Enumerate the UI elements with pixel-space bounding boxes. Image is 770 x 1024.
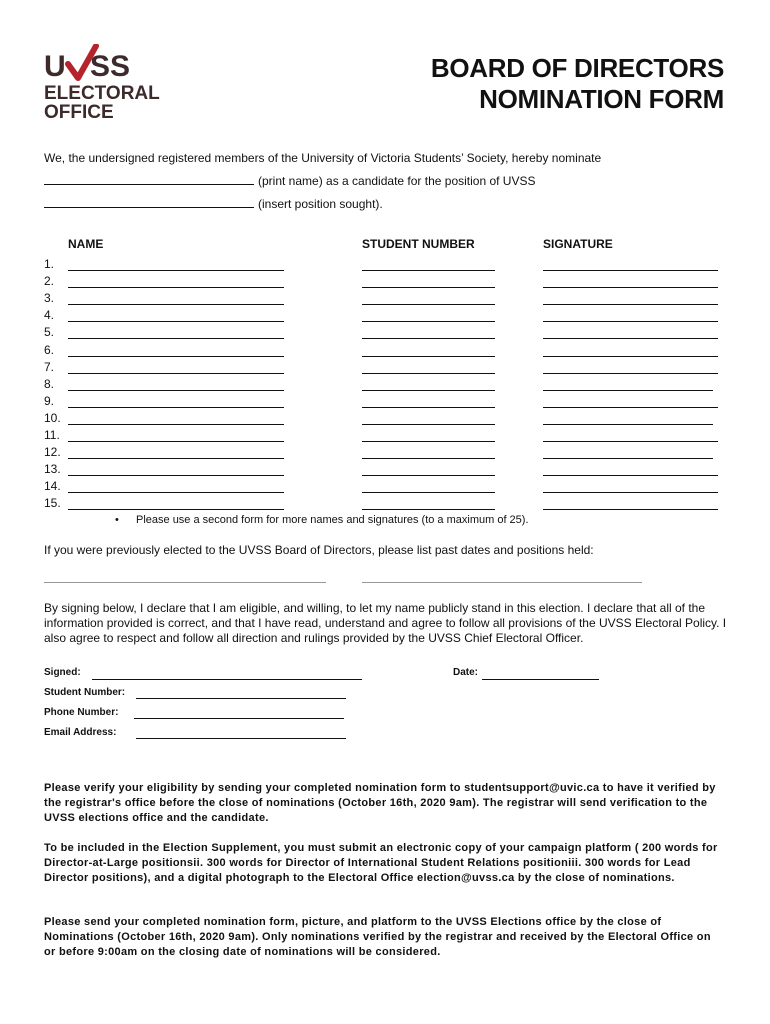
print-name-suffix: (print name) as a candidate for the position of UVSS — [258, 174, 536, 188]
nominator-student-number-field[interactable] — [362, 338, 495, 339]
nomination-statement: We, the undersigned registered members of the University of Victoria Students’ Society, hereby nominate — [44, 151, 602, 165]
row-number: 7. — [44, 359, 55, 374]
nominator-signature-field[interactable] — [543, 475, 718, 476]
nominator-signature-field[interactable] — [543, 458, 713, 459]
nominator-name-field[interactable] — [68, 321, 284, 322]
bullet-icon: • — [115, 514, 119, 526]
date-label: Date: — [453, 667, 479, 678]
student-number-column-header: STUDENT NUMBER — [362, 237, 475, 251]
nominator-student-number-field[interactable] — [362, 321, 495, 322]
nominator-signature-field[interactable] — [543, 509, 718, 510]
nominator-name-field[interactable] — [68, 390, 284, 391]
nominator-signature-field[interactable] — [543, 492, 718, 493]
nominator-student-number-field[interactable] — [362, 441, 495, 442]
past-positions-field[interactable] — [362, 582, 642, 583]
nominator-signature-field[interactable] — [543, 321, 718, 322]
row-number: 6. — [44, 342, 55, 357]
table-note: Please use a second form for more names and signatures (to a maximum of 25). — [136, 514, 529, 526]
signed-field[interactable] — [92, 679, 362, 680]
nominator-student-number-field[interactable] — [362, 475, 495, 476]
row-number: 3. — [44, 291, 55, 306]
nominator-student-number-field[interactable] — [362, 373, 495, 374]
nominator-student-number-field[interactable] — [362, 458, 495, 459]
nominator-student-number-field[interactable] — [362, 304, 495, 305]
nominator-name-field[interactable] — [68, 356, 284, 357]
nominator-signature-field[interactable] — [543, 390, 713, 391]
row-number: 15. — [44, 496, 61, 511]
candidate-name-blank[interactable] — [44, 173, 254, 185]
verify-instructions: Please verify your eligibility by sending your completed nomination form to studentsupport@uvic.ca to have it verified by the registrar's office before the close of nominations (October 16th, 2020 9am). The registrar will send verification to the UVSS elections office and the candidate. — [44, 782, 716, 824]
nominator-student-number-field[interactable] — [362, 407, 495, 408]
nominator-signature-field[interactable] — [543, 270, 718, 271]
nominator-student-number-field[interactable] — [362, 390, 495, 391]
logo-line-1: ELECTORAL — [44, 83, 160, 104]
name-column-header: NAME — [68, 237, 104, 251]
nominator-name-field[interactable] — [68, 373, 284, 374]
page-title-line-2: NOMINATION FORM — [479, 84, 724, 114]
nominator-signature-field[interactable] — [543, 424, 713, 425]
nominator-name-field[interactable] — [68, 509, 284, 510]
row-number: 4. — [44, 308, 55, 323]
row-number: 2. — [44, 274, 55, 289]
nominator-student-number-field[interactable] — [362, 270, 495, 271]
page-title-line-1: BOARD OF DIRECTORS — [430, 53, 724, 83]
nominator-student-number-field[interactable] — [362, 509, 495, 510]
nominator-name-field[interactable] — [68, 424, 284, 425]
nominator-signature-field[interactable] — [543, 338, 718, 339]
nominator-name-field[interactable] — [68, 270, 284, 271]
row-number: 9. — [44, 393, 55, 408]
nominator-name-field[interactable] — [68, 458, 284, 459]
row-number: 10. — [44, 410, 61, 425]
nominator-student-number-field[interactable] — [362, 424, 495, 425]
print-name-line — [44, 173, 734, 189]
email-address-field[interactable] — [136, 738, 346, 739]
logo-u: U — [44, 50, 66, 83]
nominator-student-number-field[interactable] — [362, 287, 495, 288]
logo-line-2: OFFICE — [44, 102, 114, 122]
nominator-name-field[interactable] — [68, 492, 284, 493]
row-number: 14. — [44, 479, 61, 494]
logo-ss: SS — [90, 50, 131, 83]
student-number-field[interactable] — [136, 698, 346, 699]
position-sought-blank[interactable] — [44, 196, 254, 208]
phone-number-field[interactable] — [134, 718, 344, 719]
declaration-text: By signing below, I declare that I am eligible, and willing, to let my name publicly stand in this election. I declare that all of the information provided is correct, and that I have read, understand and agree to follow all provisions of the UVSS Electoral Policy. I also agree to respect and follow all direction and rulings provided by the UVSS Chief Electoral Officer. — [44, 601, 727, 645]
row-number: 8. — [44, 376, 55, 391]
past-dates-field[interactable] — [44, 582, 326, 583]
nominator-name-field[interactable] — [68, 475, 284, 476]
position-suffix: (insert position sought). — [258, 197, 383, 211]
nominator-student-number-field[interactable] — [362, 492, 495, 493]
row-number: 13. — [44, 462, 61, 477]
nominator-signature-field[interactable] — [543, 441, 718, 442]
nominator-name-field[interactable] — [68, 441, 284, 442]
row-number: 5. — [44, 325, 55, 340]
row-number: 1. — [44, 257, 55, 271]
nominator-signature-field[interactable] — [543, 304, 718, 305]
phone-number-label: Phone Number: — [44, 707, 119, 718]
nominator-name-field[interactable] — [68, 304, 284, 305]
nominator-name-field[interactable] — [68, 338, 284, 339]
position-line — [44, 196, 734, 212]
nominator-signature-field[interactable] — [543, 373, 718, 374]
nominator-signature-field[interactable] — [543, 356, 718, 357]
nominator-name-field[interactable] — [68, 407, 284, 408]
row-number: 11. — [44, 428, 60, 442]
nominator-name-field[interactable] — [68, 287, 284, 288]
signature-column-header: SIGNATURE — [543, 237, 613, 251]
previous-elected-prompt: If you were previously elected to the UVSS Board of Directors, please list past dates and positions held: — [44, 543, 594, 557]
date-field[interactable] — [482, 679, 599, 680]
supplement-instructions: To be included in the Election Supplement, you must submit an electronic copy of your campaign platform ( 200 words for Director-at-Large positionsii. 300 words for Director of International Student Relations positioniii. 300 words for Lead Director positions), and a digital photograph to the Electoral Office election@uvss.ca by the close of nominations. — [44, 842, 718, 884]
nominator-student-number-field[interactable] — [362, 356, 495, 357]
email-address-label: Email Address: — [44, 727, 117, 738]
student-number-label: Student Number: — [44, 687, 126, 698]
uvss-electoral-office-logo — [44, 44, 174, 122]
row-number: 12. — [44, 445, 61, 460]
signed-label: Signed: — [44, 667, 81, 678]
nominator-signature-field[interactable] — [543, 407, 718, 408]
nominator-signature-field[interactable] — [543, 287, 718, 288]
send-instructions: Please send your completed nomination form, picture, and platform to the UVSS Elections office by the close of Nominations (October 16th, 2020 9am). Only nominations verified by the registrar and received by the Electoral Office on or before 9:00am on the closing date of nominations will be considered. — [44, 916, 711, 958]
